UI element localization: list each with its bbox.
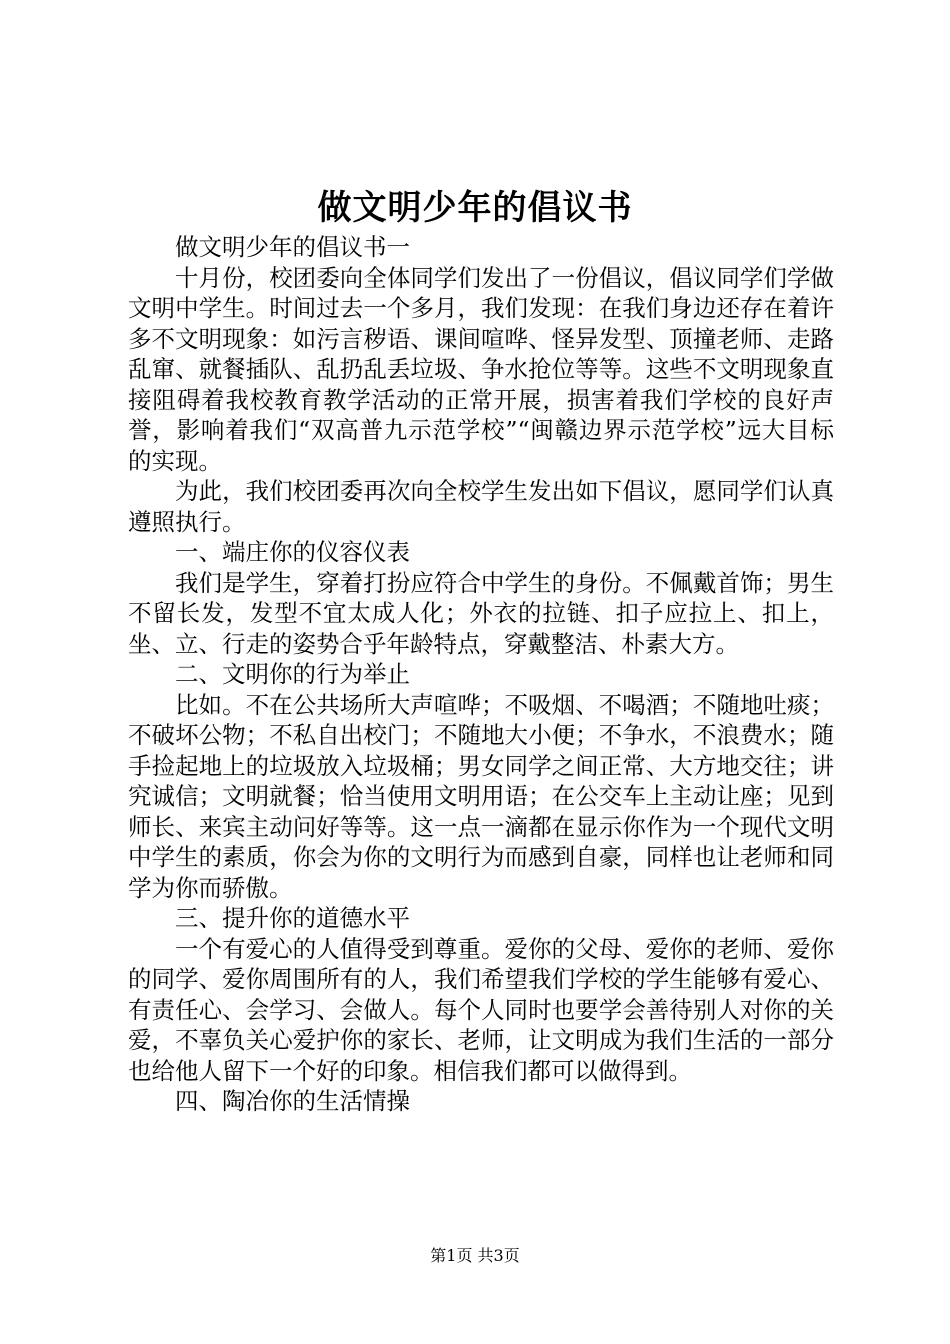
body-paragraph: 十月份，校团委向全体同学们发出了一份倡议，倡议同学们学做文明中学生。时间过去一个多月，我们发现：在我们身边还存在着许多不文明现象：如污言秽语、课间喧哗、怪异发型、顶撞老师、走路乱窜、就餐插队、乱扔乱丢垃圾、争水抢位等等。这些不文明现象直接阻碍着我校教育教学活动的正常开展，损害着我们学校的良好声誉，影响着我们“双高普九示范学校”“闽赣边界示范学校”远大目标的实现。: [128, 263, 834, 475]
page-title: 做文明少年的倡议书: [317, 188, 633, 228]
section-heading: 二、文明你的行为举止: [175, 660, 410, 688]
section-heading: 四、陶冶你的生活情操: [175, 1087, 410, 1115]
document-body: [128, 232, 834, 1117]
subtitle-paragraph: 做文明少年的倡议书一: [175, 233, 410, 261]
page-number-footer: 第1页 共3页: [430, 1246, 520, 1265]
body-paragraph: 我们是学生，穿着打扮应符合中学生的身份。不佩戴首饰；男生不留长发，发型不宜太成人化；外衣的拉链、扣子应拉上、扣上，坐、立、行走的姿势合乎年龄特点，穿戴整洁、朴素大方。: [128, 568, 834, 658]
body-paragraph: 一个有爱心的人值得受到尊重。爱你的父母、爱你的老师、爱你的同学、爱你周围所有的人，我们希望我们学校的学生能够有爱心、有责任心、会学习、会做人。每个人同时也要学会善待别人对你的关爱，不辜负关心爱护你的家长、老师，让文明成为我们生活的一部分也给他人留下一个好的印象。相信我们都可以做得到。: [128, 934, 834, 1085]
body-paragraph: 比如。不在公共场所大声喧哗；不吸烟、不喝酒；不随地吐痰；不破坏公物；不私自出校门；不随地大小便；不争水，不浪费水；随手捡起地上的垃圾放入垃圾桶；男女同学之间正常、大方地交往；讲究诚信；文明就餐；恰当使用文明用语；在公交车上主动让座；见到师长、来宾主动问好等等。这一点一滴都在显示你作为一个现代文明中学生的素质，你会为你的文明行为而感到自豪，同样也让老师和同学为你而骄傲。: [128, 690, 834, 902]
section-heading: 三、提升你的道德水平: [175, 904, 410, 932]
section-heading: 一、端庄你的仪容仪表: [175, 538, 410, 566]
body-paragraph: 为此，我们校团委再次向全校学生发出如下倡议，愿同学们认真遵照执行。: [128, 477, 834, 536]
